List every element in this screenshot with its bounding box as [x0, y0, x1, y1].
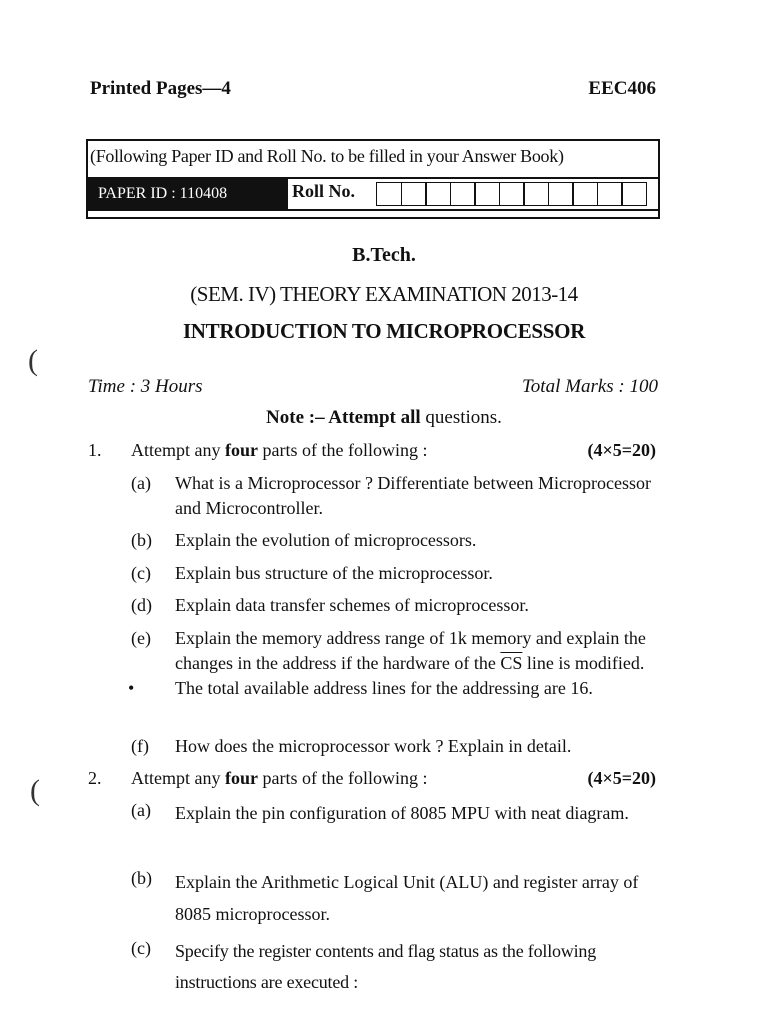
- note-bold: all: [400, 407, 421, 428]
- roll-number-cell: [597, 182, 623, 206]
- paper-id-box: [86, 139, 660, 219]
- answer-book-instruction: (Following Paper ID and Roll No. to be filled in your Answer Book): [90, 146, 564, 166]
- part-text: What is a Microprocessor ? Differentiate between Microprocessor and Microcontroller.: [175, 473, 651, 518]
- question-marks: (4×5=20): [587, 768, 656, 788]
- question-intro: [131, 440, 427, 461]
- part-text: Explain bus structure of the microprocessor.: [175, 563, 493, 583]
- printed-pages: Printed Pages—4: [90, 78, 231, 99]
- part-label: (c): [131, 938, 151, 958]
- degree-title: B.Tech.: [352, 244, 416, 266]
- note-prefix: Note :– Attempt: [266, 407, 401, 428]
- paper-id-row: [88, 177, 658, 211]
- margin-bracket: (: [28, 344, 38, 377]
- exam-title: (SEM. IV) THEORY EXAMINATION 2013-14: [190, 282, 578, 306]
- roll-number-cell: [523, 182, 549, 206]
- part-text-1: Explain the memory address range of 1k memory and explain the changes in the address if the hardware of the: [175, 628, 646, 673]
- roll-number-cell: [401, 182, 427, 206]
- roll-number-cell: [572, 182, 598, 206]
- question-intro-bold: four: [224, 768, 258, 788]
- paper-code: EEC406: [588, 78, 656, 99]
- note-suffix: questions.: [420, 407, 502, 428]
- question-intro-prefix: Attempt any: [131, 768, 225, 788]
- roll-number-cell: [621, 182, 647, 206]
- note: [0, 407, 768, 429]
- question-intro-suffix: parts of the following :: [257, 768, 428, 788]
- part-label: (a): [131, 800, 151, 820]
- part-label: (b): [131, 530, 152, 550]
- part-label: (f): [131, 736, 149, 756]
- question-number: 1.: [88, 440, 102, 460]
- cs-signal-overline: $\overline{CS}$: [500, 653, 523, 673]
- part-text: Explain the evolution of microprocessors.: [175, 530, 477, 550]
- part-text-2: line is modified. The total available address lines for the addressing are 16.: [175, 653, 645, 698]
- part-text: [175, 626, 659, 701]
- roll-number-label: Roll No.: [292, 181, 355, 201]
- part-label: (b): [131, 868, 152, 888]
- margin-bullet: •: [128, 678, 135, 698]
- question-number: 2.: [88, 768, 102, 788]
- total-marks: Total Marks : 100: [521, 376, 658, 397]
- question-marks: (4×5=20): [587, 440, 656, 460]
- question-intro-suffix: parts of the following :: [257, 440, 428, 460]
- roll-number-cell: [450, 182, 476, 206]
- part-label: (d): [131, 595, 152, 615]
- roll-number-cell: [548, 182, 574, 206]
- margin-bracket: (: [30, 774, 40, 807]
- roll-number-cell: [499, 182, 525, 206]
- part-text: Explain the pin configuration of 8085 MPU with neat diagram.: [175, 803, 629, 823]
- part-label: (c): [131, 563, 151, 583]
- question-intro: [131, 768, 427, 789]
- exam-time: Time : 3 Hours: [88, 376, 203, 397]
- paper-id-label: PAPER ID : 110408: [88, 179, 288, 209]
- part-text: How does the microprocessor work ? Explain in detail.: [175, 736, 572, 756]
- part-label: (a): [131, 473, 151, 493]
- part-label: (e): [131, 628, 151, 648]
- part-text: Explain data transfer schemes of microprocessor.: [175, 595, 529, 615]
- roll-number-cell: [376, 182, 402, 206]
- roll-number-cell: [425, 182, 451, 206]
- part-text: Explain the Arithmetic Logical Unit (ALU) and register array of 8085 microprocessor.: [175, 872, 639, 924]
- part-text: Specify the register contents and flag status as the following instructions are executed :: [175, 941, 596, 992]
- roll-number-boxes: [376, 182, 646, 206]
- subject-title: INTRODUCTION TO MICROPROCESSOR: [182, 319, 586, 343]
- question-intro-bold: four: [224, 440, 258, 460]
- question-intro-prefix: Attempt any: [131, 440, 225, 460]
- roll-number-cell: [474, 182, 500, 206]
